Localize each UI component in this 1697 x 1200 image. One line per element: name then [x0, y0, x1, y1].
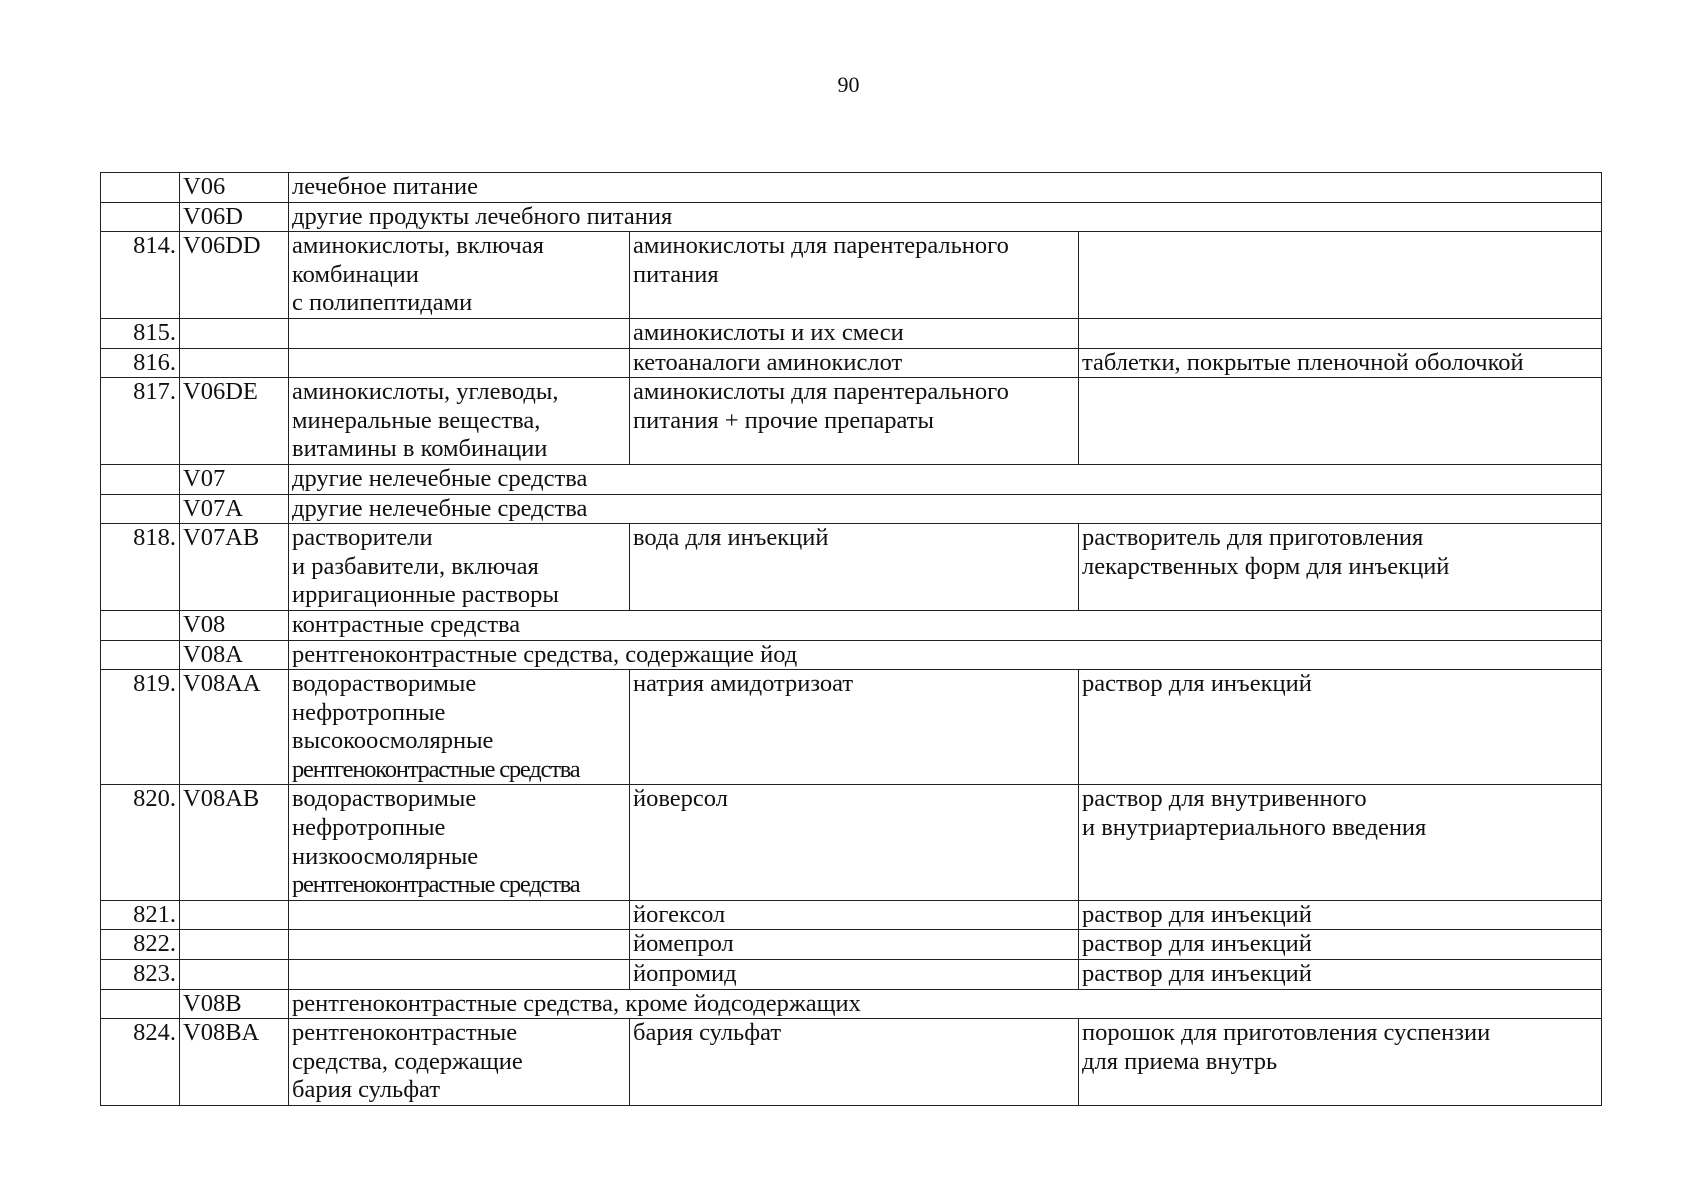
group-line: ирригационные растворы — [292, 581, 559, 609]
drug-line: аминокислоты для парентерального — [633, 232, 1009, 260]
drug-name — [630, 318, 1079, 348]
group-row — [101, 202, 1602, 232]
drug-name — [630, 930, 1079, 960]
group-line: высокоосмолярные — [292, 727, 494, 755]
group-line: с полипептидами — [292, 289, 473, 317]
anatomical-group — [289, 318, 630, 348]
atc-code: V06DE — [180, 378, 289, 465]
group-title: лечебное питание — [289, 173, 1602, 203]
row-number: 823. — [101, 960, 180, 990]
dosage-form — [1079, 960, 1602, 990]
group-title: другие нелечебные средства — [289, 464, 1602, 494]
form-line: раствор для инъекций — [1082, 670, 1312, 698]
table-row — [101, 348, 1602, 378]
table-row — [101, 930, 1602, 960]
row-number: 814. — [101, 232, 180, 319]
group-line: минеральные вещества, — [292, 406, 541, 434]
form-line: и внутриартериального введения — [1082, 814, 1427, 842]
row-number: 818. — [101, 524, 180, 611]
form-line: раствор для внутривенного — [1082, 785, 1367, 813]
group-line: рентгеноконтрастные средства — [292, 755, 580, 783]
group-line: растворители — [292, 524, 433, 552]
drug-name — [630, 670, 1079, 785]
drug-name — [630, 232, 1079, 319]
atc-code — [180, 900, 289, 930]
atc-code — [180, 348, 289, 378]
group-line: витамины в комбинации — [292, 435, 548, 463]
anatomical-group — [289, 378, 630, 465]
group-row — [101, 464, 1602, 494]
table-row — [101, 785, 1602, 900]
group-line: и разбавители, включая — [292, 552, 539, 580]
anatomical-group — [289, 670, 630, 785]
atc-code: V08A — [180, 640, 289, 670]
form-line: растворитель для приготовления — [1082, 524, 1424, 552]
atc-code: V08AA — [180, 670, 289, 785]
form-line: раствор для инъекций — [1082, 900, 1312, 928]
group-line: водорастворимые — [292, 785, 477, 813]
group-line: рентгеноконтрастные — [292, 1019, 518, 1047]
table-row — [101, 670, 1602, 785]
table-row — [101, 524, 1602, 611]
drug-name — [630, 524, 1079, 611]
drug-line: йогексол — [633, 900, 726, 928]
anatomical-group — [289, 232, 630, 319]
row-number — [101, 640, 180, 670]
row-number — [101, 610, 180, 640]
row-number: 821. — [101, 900, 180, 930]
anatomical-group — [289, 930, 630, 960]
anatomical-group — [289, 348, 630, 378]
form-line: таблетки, покрытые пленочной оболочкой — [1082, 348, 1524, 376]
group-row — [101, 494, 1602, 524]
atc-code: V08B — [180, 989, 289, 1019]
anatomical-group — [289, 524, 630, 611]
drug-line: аминокислоты для парентерального — [633, 378, 1009, 406]
group-line: средства, содержащие — [292, 1047, 523, 1075]
drug-name — [630, 378, 1079, 465]
atc-code: V07A — [180, 494, 289, 524]
row-number: 816. — [101, 348, 180, 378]
group-title: рентгеноконтрастные средства, содержащие йод — [289, 640, 1602, 670]
table-row — [101, 960, 1602, 990]
row-number: 822. — [101, 930, 180, 960]
drug-line: питания — [633, 260, 719, 288]
drug-line: питания + прочие препараты — [633, 406, 934, 434]
anatomical-group — [289, 1019, 630, 1106]
atc-code: V06DD — [180, 232, 289, 319]
dosage-form — [1079, 348, 1602, 378]
table-row — [101, 232, 1602, 319]
page-number: 90 — [837, 72, 860, 97]
group-title: контрастные средства — [289, 610, 1602, 640]
atc-code: V08BA — [180, 1019, 289, 1106]
drug-name — [630, 960, 1079, 990]
row-number — [101, 494, 180, 524]
group-line: нефротропные — [292, 698, 446, 726]
dosage-form — [1079, 378, 1602, 465]
atc-code: V07 — [180, 464, 289, 494]
group-row — [101, 640, 1602, 670]
drug-line: йоверсол — [633, 785, 728, 813]
atc-code — [180, 930, 289, 960]
drug-line: аминокислоты и их смеси — [633, 318, 904, 346]
dosage-form — [1079, 524, 1602, 611]
row-number — [101, 202, 180, 232]
drug-line: йопромид — [633, 960, 737, 988]
row-number: 817. — [101, 378, 180, 465]
drug-name — [630, 785, 1079, 900]
table-row — [101, 318, 1602, 348]
group-row — [101, 989, 1602, 1019]
atc-code: V06 — [180, 173, 289, 203]
group-title: рентгеноконтрастные средства, кроме йодсодержащих — [289, 989, 1602, 1019]
anatomical-group — [289, 900, 630, 930]
drug-line: бария сульфат — [633, 1019, 782, 1047]
row-number: 819. — [101, 670, 180, 785]
form-line: раствор для инъекций — [1082, 960, 1312, 988]
dosage-form — [1079, 318, 1602, 348]
group-row — [101, 173, 1602, 203]
form-line: порошок для приготовления суспензии — [1082, 1019, 1491, 1047]
dosage-form — [1079, 785, 1602, 900]
table-row — [101, 378, 1602, 465]
drug-line: йомепрол — [633, 930, 734, 958]
anatomical-group — [289, 960, 630, 990]
group-line: комбинации — [292, 260, 419, 288]
dosage-form — [1079, 930, 1602, 960]
form-line: раствор для инъекций — [1082, 930, 1312, 958]
table-row — [101, 1019, 1602, 1106]
row-number: 815. — [101, 318, 180, 348]
group-line: низкоосмолярные — [292, 842, 479, 870]
group-title: другие нелечебные средства — [289, 494, 1602, 524]
drug-line: кетоаналоги аминокислот — [633, 348, 903, 376]
dosage-form — [1079, 900, 1602, 930]
group-line: аминокислоты, углеводы, — [292, 378, 559, 406]
row-number — [101, 989, 180, 1019]
table-body — [101, 173, 1602, 1106]
drug-table — [100, 172, 1602, 1106]
dosage-form — [1079, 670, 1602, 785]
dosage-form — [1079, 1019, 1602, 1106]
row-number: 820. — [101, 785, 180, 900]
form-line: лекарственных форм для инъекций — [1082, 552, 1450, 580]
drug-name — [630, 900, 1079, 930]
atc-code — [180, 960, 289, 990]
drug-name — [630, 1019, 1079, 1106]
row-number — [101, 464, 180, 494]
drug-line: натрия амидотризоат — [633, 670, 854, 698]
group-line: бария сульфат — [292, 1076, 441, 1104]
table-row — [101, 900, 1602, 930]
drug-line: вода для инъекций — [633, 524, 829, 552]
row-number: 824. — [101, 1019, 180, 1106]
group-line: рентгеноконтрастные средства — [292, 871, 580, 899]
anatomical-group — [289, 785, 630, 900]
atc-code: V07AB — [180, 524, 289, 611]
atc-code: V08 — [180, 610, 289, 640]
dosage-form — [1079, 232, 1602, 319]
drug-name — [630, 348, 1079, 378]
group-row — [101, 610, 1602, 640]
atc-code: V06D — [180, 202, 289, 232]
group-line: аминокислоты, включая — [292, 232, 544, 260]
group-title: другие продукты лечебного питания — [289, 202, 1602, 232]
atc-code — [180, 318, 289, 348]
group-line: нефротропные — [292, 814, 446, 842]
group-line: водорастворимые — [292, 670, 477, 698]
row-number — [101, 173, 180, 203]
atc-code: V08AB — [180, 785, 289, 900]
form-line: для приема внутрь — [1082, 1047, 1278, 1075]
